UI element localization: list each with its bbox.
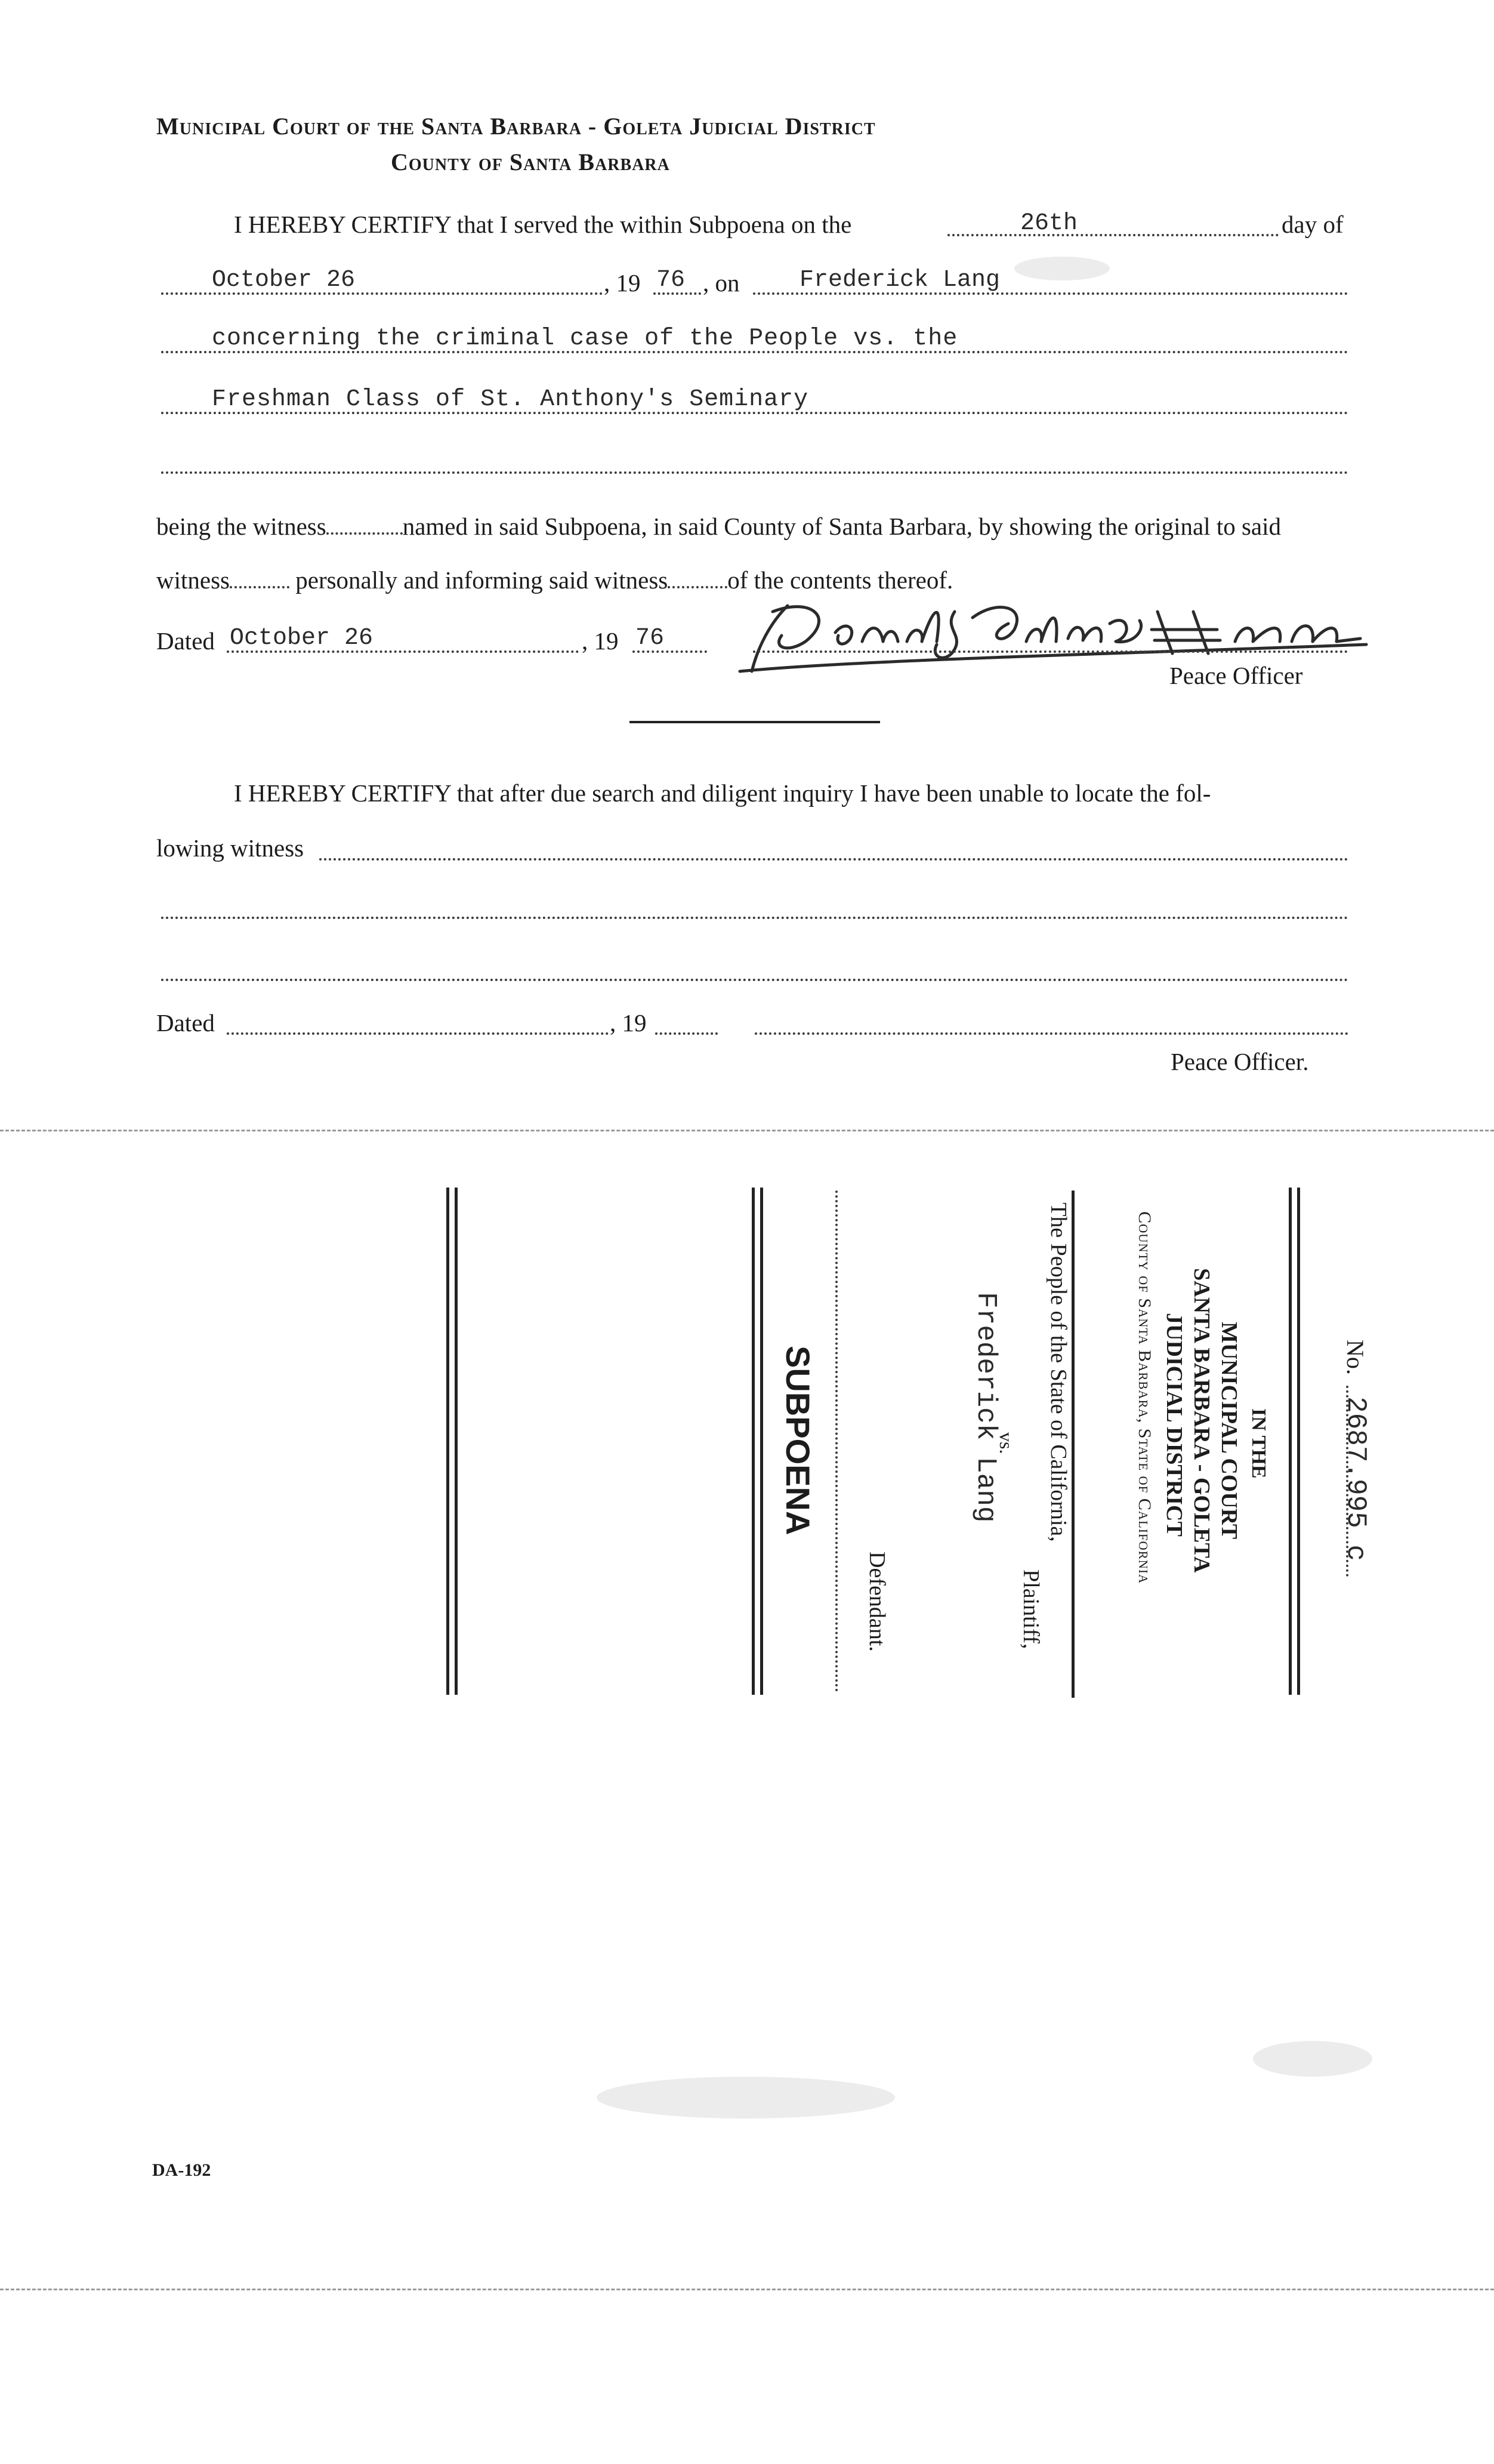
unable-line-2: lowing witness	[156, 834, 304, 862]
panel-rule-mid-b	[760, 1188, 763, 1695]
panel-dotted-rule	[835, 1191, 838, 1692]
panel-rule-left-a	[446, 1188, 449, 1695]
unable-signature-line	[755, 1032, 1348, 1035]
section-divider	[629, 721, 880, 723]
scan-smudge	[1253, 2041, 1372, 2077]
peace-officer-label: Peace Officer	[1169, 662, 1303, 689]
unable-lead: I HEREBY CERTIFY	[234, 779, 451, 807]
witness-sentence	[156, 512, 1281, 541]
unable-dated-label: Dated	[156, 1009, 215, 1037]
witness-blank-1	[319, 858, 1348, 861]
day-value: 26th	[1020, 210, 1078, 237]
detail-blank-3	[161, 471, 1348, 474]
in-the-label: IN THE	[1248, 1408, 1270, 1479]
certify-line-1	[234, 210, 851, 239]
panel-rule-right-a	[1072, 1191, 1075, 1698]
case-number: 2687.995 c	[1340, 1396, 1371, 1562]
year-prefix: , 19	[604, 269, 641, 297]
dated-year-value: 76	[635, 625, 665, 652]
court-name-3: JUDICIAL DISTRICT	[1162, 1313, 1187, 1537]
scan-smudge	[1014, 257, 1110, 280]
day-blank	[947, 234, 1279, 236]
panel-rule-right-b	[1289, 1188, 1292, 1695]
year-value: 76	[656, 267, 686, 294]
unable-text: that after due search and diligent inquiry I have been unable to locate the fol-	[456, 779, 1211, 807]
unable-year-prefix: , 19	[610, 1009, 647, 1037]
case-number-blank	[1346, 1386, 1348, 1577]
panel-rule-left-b	[455, 1188, 458, 1695]
panel-rule-mid-a	[752, 1188, 755, 1695]
witness-blank-2	[161, 917, 1348, 919]
certify-lead: I HEREBY CERTIFY	[234, 211, 451, 238]
case-no-label: No.	[1342, 1340, 1369, 1375]
court-name-2: SANTA BARBARA - GOLETA	[1189, 1268, 1214, 1573]
witness-line2-b: personally and informing said witness	[295, 566, 668, 594]
county-state-label: County of Santa Barbara, State of California	[1135, 1211, 1155, 1584]
served-person: Frederick Lang	[800, 267, 1001, 294]
unable-line-1	[234, 779, 1211, 807]
witness-blank-3	[161, 979, 1348, 981]
witness-line2-c: of the contents thereof.	[727, 566, 953, 594]
unable-dated-blank	[227, 1032, 609, 1035]
certify-text: that I served the within Subpoena on the	[456, 211, 852, 238]
dated-year-prefix: , 19	[582, 627, 619, 655]
panel-rule-right-c	[1297, 1188, 1300, 1695]
court-heading: Municipal Court of the Santa Barbara - Goleta Judicial District	[156, 113, 876, 140]
scan-smudge	[597, 2077, 895, 2118]
people-label: The People of the State of California,	[1046, 1202, 1071, 1542]
dated-label: Dated	[156, 627, 215, 655]
subpoena-title: SUBPOENA	[779, 1346, 817, 1535]
county-heading: County of Santa Barbara	[391, 149, 670, 175]
unable-officer-label: Peace Officer.	[1171, 1048, 1309, 1075]
defendant-name: Frederick Lang	[970, 1292, 1001, 1523]
unable-year-blank	[655, 1032, 718, 1035]
on-label: , on	[703, 269, 740, 297]
detail-line-1: concerning the criminal case of the People vs. the	[212, 325, 958, 352]
witness-sentence-a: being the witness	[156, 513, 326, 540]
fold-line	[0, 1130, 1494, 1131]
day-of-label: day of	[1282, 211, 1344, 238]
plaintiff-label: Plaintiff,	[1018, 1569, 1044, 1649]
witness-sentence-b: named in said Subpoena, in said County of Santa Barbara, by showing the original to said	[402, 513, 1282, 540]
signature-line	[753, 650, 1348, 653]
form-code: DA-192	[152, 2160, 211, 2180]
court-name-1: MUNICIPAL COURT	[1217, 1322, 1242, 1540]
vs-label: vs.	[996, 1432, 1017, 1454]
witness-line2-a: witness	[156, 566, 230, 594]
month-value: October 26	[212, 267, 356, 294]
bottom-edge-line	[0, 2289, 1494, 2290]
detail-line-2: Freshman Class of St. Anthony's Seminary	[212, 386, 809, 413]
dated-value: October 26	[230, 625, 374, 652]
defendant-label: Defendant.	[865, 1552, 890, 1652]
